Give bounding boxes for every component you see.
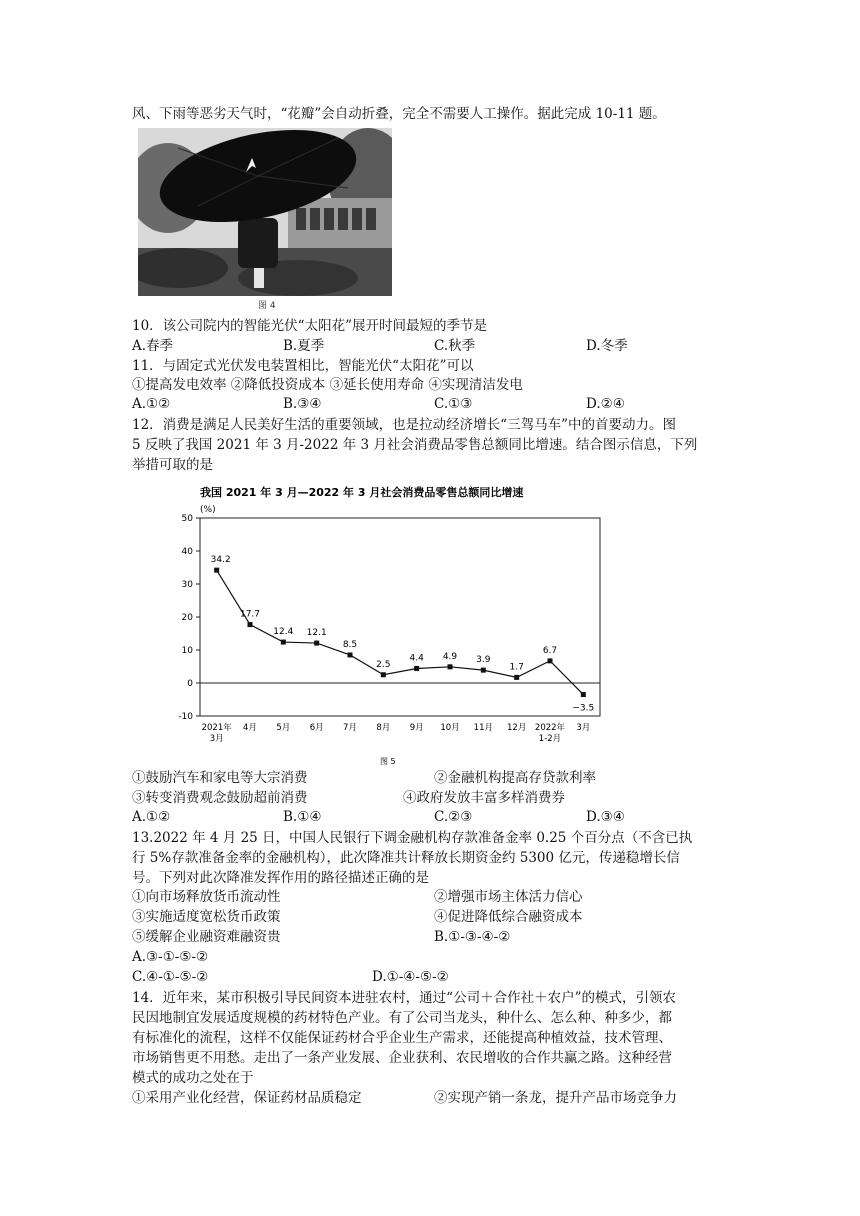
chart-series-line: [217, 570, 584, 694]
q13-item-1: ①向市场释放货币流动性: [132, 889, 281, 905]
chart-data-point: [281, 640, 286, 645]
q14-stem-line-4: 市场销售更不用愁。走出了一条产业发展、企业获利、农民增收的合作共赢之路。这种经营: [132, 1050, 672, 1066]
fig4-caption: 图 4: [258, 301, 276, 311]
chart-data-label: 12.1: [306, 628, 327, 639]
chart-x-tick-label: 12月: [507, 723, 527, 733]
intro-line: 风、下雨等恶劣天气时，“花瓣”会自动折叠，完全不需要人工操作。据此完成 10-11 题。: [132, 106, 666, 122]
q10-option-b: B.夏季: [283, 338, 325, 354]
q12-stem-line-2: 5 反映了我国 2021 年 3 月-2022 年 3 月社会消费品零售总额同比增速。结合图示信息，下列: [132, 437, 698, 453]
chart-x-tick-label: 7月: [343, 723, 357, 733]
q13-stem-line-1: 13.2022 年 4 月 25 日，中国人民银行下调金融机构存款准备金率 0.25 个百分点（不含已执: [132, 830, 693, 846]
chart-x-tick-label: 2022年: [534, 723, 566, 733]
chart-data-label: −3.5: [572, 703, 595, 714]
q10-option-d: D.冬季: [586, 338, 628, 354]
chart-y-tick-label: 0: [187, 679, 193, 689]
chart-y-tick-label: 30: [181, 580, 193, 590]
chart-x-tick-label: 11月: [473, 723, 493, 733]
chart-data-label: 17.7: [239, 609, 261, 620]
chart-data-point: [348, 652, 353, 657]
chart-data-point: [448, 664, 453, 669]
q10-option-c: C.秋季: [434, 338, 476, 354]
chart-data-point: [548, 658, 553, 663]
solar-flower-photo: [138, 128, 392, 296]
q10-stem: 10．该公司院内的智能光伏“太阳花”展开时间最短的季节是: [132, 318, 487, 334]
solar-flower-illustration: [138, 128, 392, 296]
chart-caption: 图 5: [380, 757, 396, 766]
q13-item-5: ⑤缓解企业融资难融资贵: [132, 929, 281, 945]
chart-data-label: 12.4: [273, 627, 294, 638]
q14-item-1: ①采用产业化经营，保证药材品质稳定: [132, 1090, 362, 1106]
chart-x-tick-label: 4月: [243, 723, 257, 733]
q13-stem-line-2: 行 5%存款准备金率的金融机构），此次降准共计释放长期资金约 5300 亿元，传递稳增长信: [132, 850, 680, 866]
chart-y-axis-label: (%): [200, 505, 216, 515]
q10-option-a: A.春季: [132, 338, 174, 354]
chart-x-tick-label: 3月: [209, 734, 224, 744]
chart-data-label: 4.4: [409, 653, 424, 664]
q11-option-c: C.①③: [434, 396, 473, 412]
q12-item-1: ①鼓励汽车和家电等大宗消费: [132, 770, 308, 786]
q11-items: ①提高发电效率 ②降低投资成本 ③延长使用寿命 ④实现清洁发电: [132, 377, 523, 393]
q13-option-a: A.③-①-⑤-②: [132, 949, 209, 965]
chart-y-tick-label: 20: [181, 613, 193, 623]
chart-x-tick-label: 8月: [376, 723, 391, 733]
q12-stem-line-3: 举措可取的是: [132, 457, 213, 473]
q12-item-3: ③转变消费观念鼓励超前消费: [132, 790, 308, 806]
chart-data-label: 6.7: [542, 645, 558, 656]
chart-y-tick-label: 50: [181, 514, 193, 524]
retail-sales-chart-svg: [160, 476, 610, 768]
chart-x-tick-label: 2021年: [201, 723, 232, 733]
chart-data-label: 1.7: [509, 662, 524, 673]
chart-x-tick-label: 10月: [440, 723, 460, 733]
q14-stem-line-2: 民因地制宜发展适度规模的药材特色产业。有了公司当龙头，种什么、怎么种、种多少，都: [132, 1010, 672, 1026]
chart-x-tick-label: 5月: [276, 723, 291, 733]
q13-option-d: D.①-④-⑤-②: [372, 969, 449, 985]
q13-option-c: C.④-①-⑤-②: [132, 969, 209, 985]
chart-data-label: 8.5: [342, 639, 358, 650]
chart-data-point: [581, 692, 586, 697]
q12-option-c: C.②③: [434, 809, 473, 825]
chart-data-point: [248, 622, 253, 627]
q11-option-d: D.②④: [586, 396, 625, 412]
q12-option-b: B.①④: [283, 809, 322, 825]
q14-stem-line-3: 有标准化的流程，这样不仅能保证药材合乎企业生产需求，还能提高种植效益，技术管理、: [132, 1030, 672, 1046]
q12-item-4: ④政府发放丰富多样消费券: [403, 790, 565, 806]
chart-data-label: 34.2: [210, 555, 231, 566]
chart-y-tick-label: -10: [178, 712, 193, 722]
q12-option-a: A.①②: [132, 809, 171, 825]
chart-x-tick-label: 3月: [576, 723, 591, 733]
retail-sales-chart: [160, 476, 610, 768]
chart-data-point: [381, 672, 386, 677]
q13-stem-line-3: 号。下列对此次降准发挥作用的路径描述正确的是: [132, 870, 429, 886]
chart-data-point: [414, 666, 419, 671]
chart-data-point: [481, 668, 486, 673]
q13-item-4: ④促进降低综合融资成本: [434, 909, 583, 925]
q13-item-2: ②增强市场主体活力信心: [434, 889, 583, 905]
chart-y-tick-label: 40: [181, 547, 193, 557]
chart-data-point: [214, 568, 219, 573]
q12-item-2: ②金融机构提高存贷款利率: [434, 770, 596, 786]
q11-stem: 11．与固定式光伏发电装置相比，智能光伏“太阳花”可以: [132, 358, 474, 374]
chart-data-label: 4.9: [442, 651, 458, 662]
chart-y-tick-label: 10: [181, 646, 193, 656]
q13-option-b: B.①-③-④-②: [434, 929, 511, 945]
chart-x-tick-label: 9月: [409, 723, 424, 733]
chart-x-tick-label: 1-2月: [538, 734, 562, 744]
q14-item-2: ②实现产销一条龙，提升产品市场竞争力: [434, 1090, 677, 1106]
q14-stem-line-1: 14．近年来，某市积极引导民间资本进驻农村，通过“公司＋合作社＋农户”的模式，引领农: [132, 990, 676, 1006]
q13-item-3: ③实施适度宽松货币政策: [132, 909, 281, 925]
q11-option-b: B.③④: [283, 396, 322, 412]
q14-stem-line-5: 模式的成功之处在于: [132, 1070, 254, 1086]
q12-stem-line-1: 12．消费是满足人民美好生活的重要领域，也是拉动经济增长“三驾马车”中的首要动力。图: [132, 417, 676, 433]
q11-option-a: A.①②: [132, 396, 171, 412]
chart-data-point: [514, 675, 519, 680]
chart-data-point: [314, 641, 319, 646]
chart-data-label: 3.9: [476, 655, 491, 666]
chart-x-tick-label: 6月: [309, 723, 324, 733]
chart-data-label: 2.5: [376, 659, 391, 670]
q12-option-d: D.③④: [586, 809, 625, 825]
chart-title: 我国 2021 年 3 月—2022 年 3 月社会消费品零售总额同比增速: [200, 486, 524, 499]
